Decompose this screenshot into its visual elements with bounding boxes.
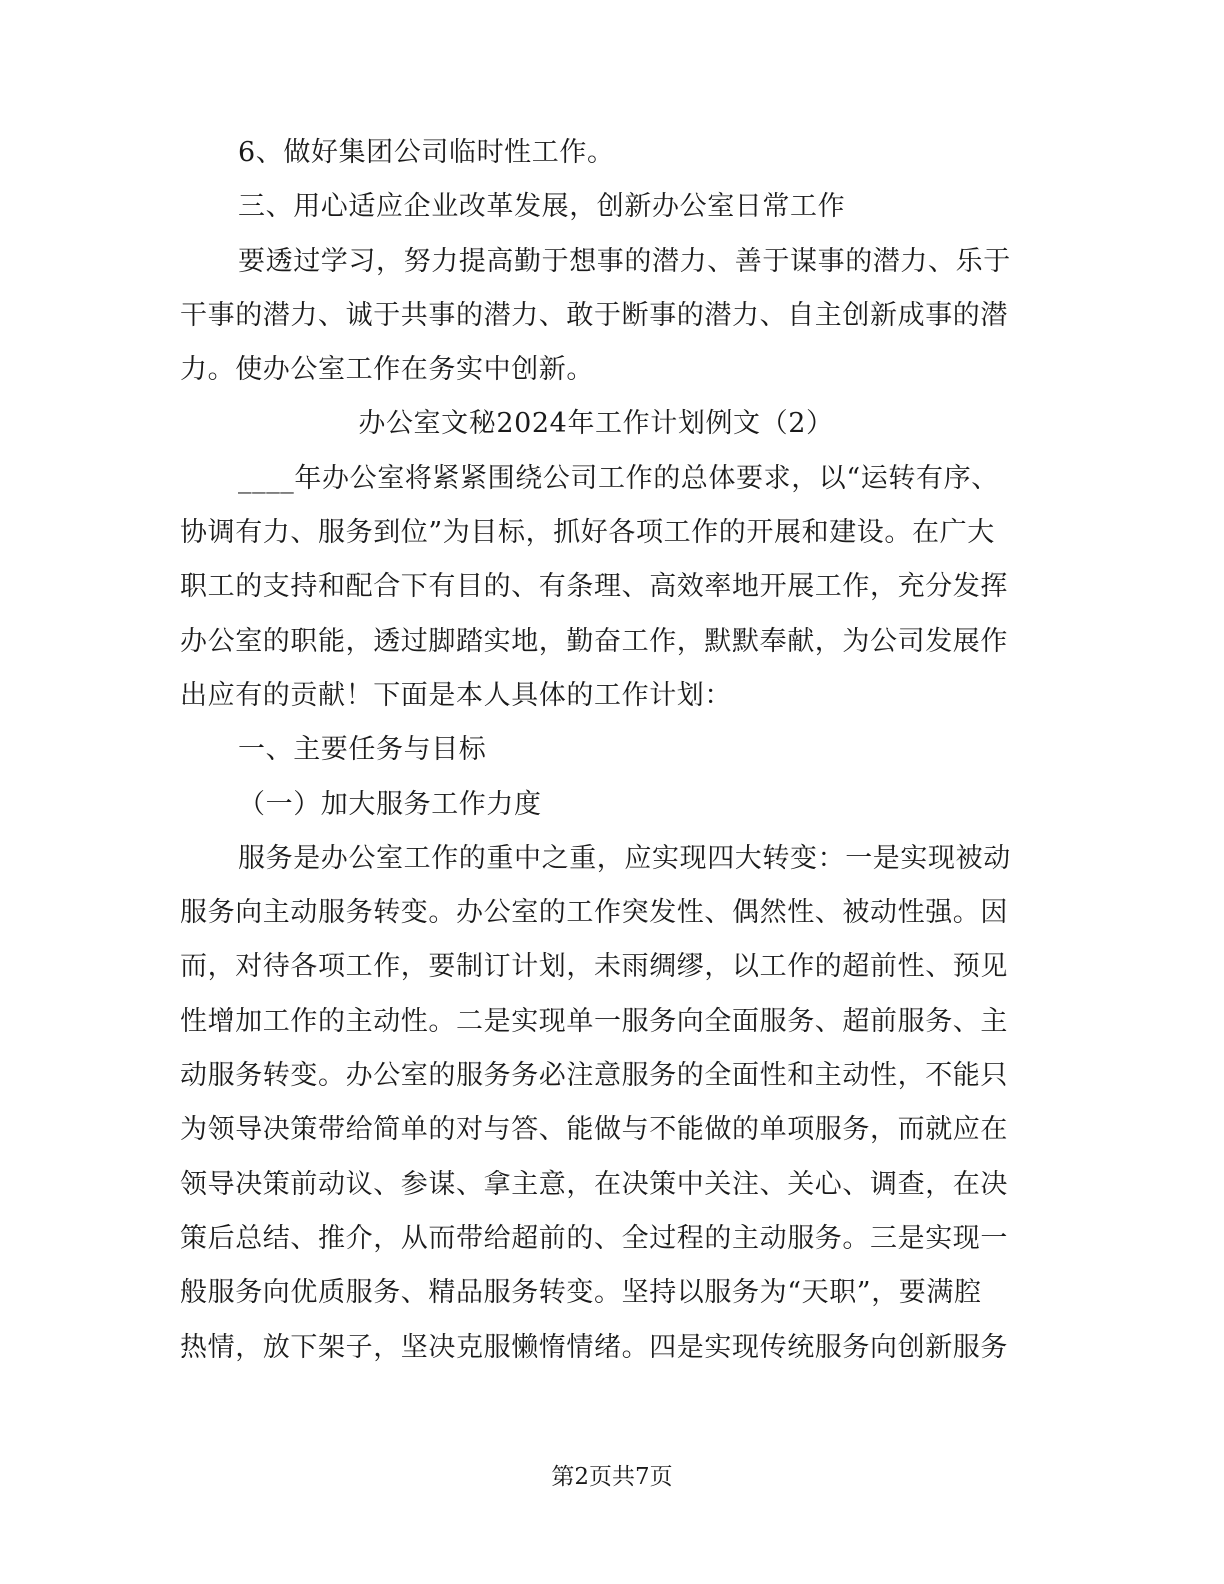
text-line: 干事的潜力、诚于共事的潜力、敢于断事的潜力、自主创新成事的潜 — [180, 299, 1008, 331]
text-line: 出应有的贡献！下面是本人具体的工作计划： — [180, 679, 732, 711]
text-line: 办公室的职能，透过脚踏实地，勤奋工作，默默奉献，为公司发展作 — [180, 625, 1008, 657]
document-title: 办公室文秘2024年工作计划例文（2） — [358, 408, 834, 440]
text-line: 领导决策前动议、参谋、拿主意，在决策中关注、关心、调查，在决 — [180, 1168, 1008, 1200]
text-line: 般服务向优质服务、精品服务转变。坚持以服务为“天职”，要满腔 — [180, 1277, 982, 1309]
page-number-footer: 第2页共7页 — [551, 1464, 673, 1490]
text-line: 热情，放下架子，坚决克服懒惰情绪。四是实现传统服务向创新服务 — [180, 1331, 1008, 1363]
text-line: 力。使办公室工作在务实中创新。 — [180, 354, 594, 386]
subsection-heading: （一）加大服务工作力度 — [238, 788, 542, 820]
text-line: 为领导决策带给简单的对与答、能做与不能做的单项服务，而就应在 — [180, 1114, 1008, 1146]
text-line: 性增加工作的主动性。二是实现单一服务向全面服务、超前服务、主 — [180, 1005, 1008, 1037]
text-line: ____年办公室将紧紧围绕公司工作的总体要求，以“运转有序、 — [238, 462, 999, 494]
text-line: 要透过学习，努力提高勤于想事的潜力、善于谋事的潜力、乐于 — [238, 245, 1011, 277]
document-body — [180, 126, 1012, 1375]
text-line: 职工的支持和配合下有目的、有条理、高效率地开展工作，充分发挥 — [180, 571, 1008, 603]
text-line: 协调有力、服务到位”为目标，抓好各项工作的开展和建设。在广大 — [180, 517, 995, 549]
text-line: 策后总结、推介，从而带给超前的、全过程的主动服务。三是实现一 — [180, 1222, 1008, 1254]
text-line: 动服务转变。办公室的服务务必注意服务的全面性和主动性，不能只 — [180, 1060, 1008, 1092]
text-line: 服务是办公室工作的重中之重，应实现四大转变：一是实现被动 — [238, 842, 1011, 874]
section-heading: 三、用心适应企业改革发展，创新办公室日常工作 — [238, 191, 846, 223]
section-heading: 一、主要任务与目标 — [238, 734, 487, 766]
text-line: 而，对待各项工作，要制订计划，未雨绸缪，以工作的超前性、预见 — [180, 951, 1008, 983]
text-line: 6、做好集团公司临时性工作。 — [238, 137, 615, 168]
text-line: 服务向主动服务转变。办公室的工作突发性、偶然性、被动性强。因 — [180, 897, 1008, 929]
